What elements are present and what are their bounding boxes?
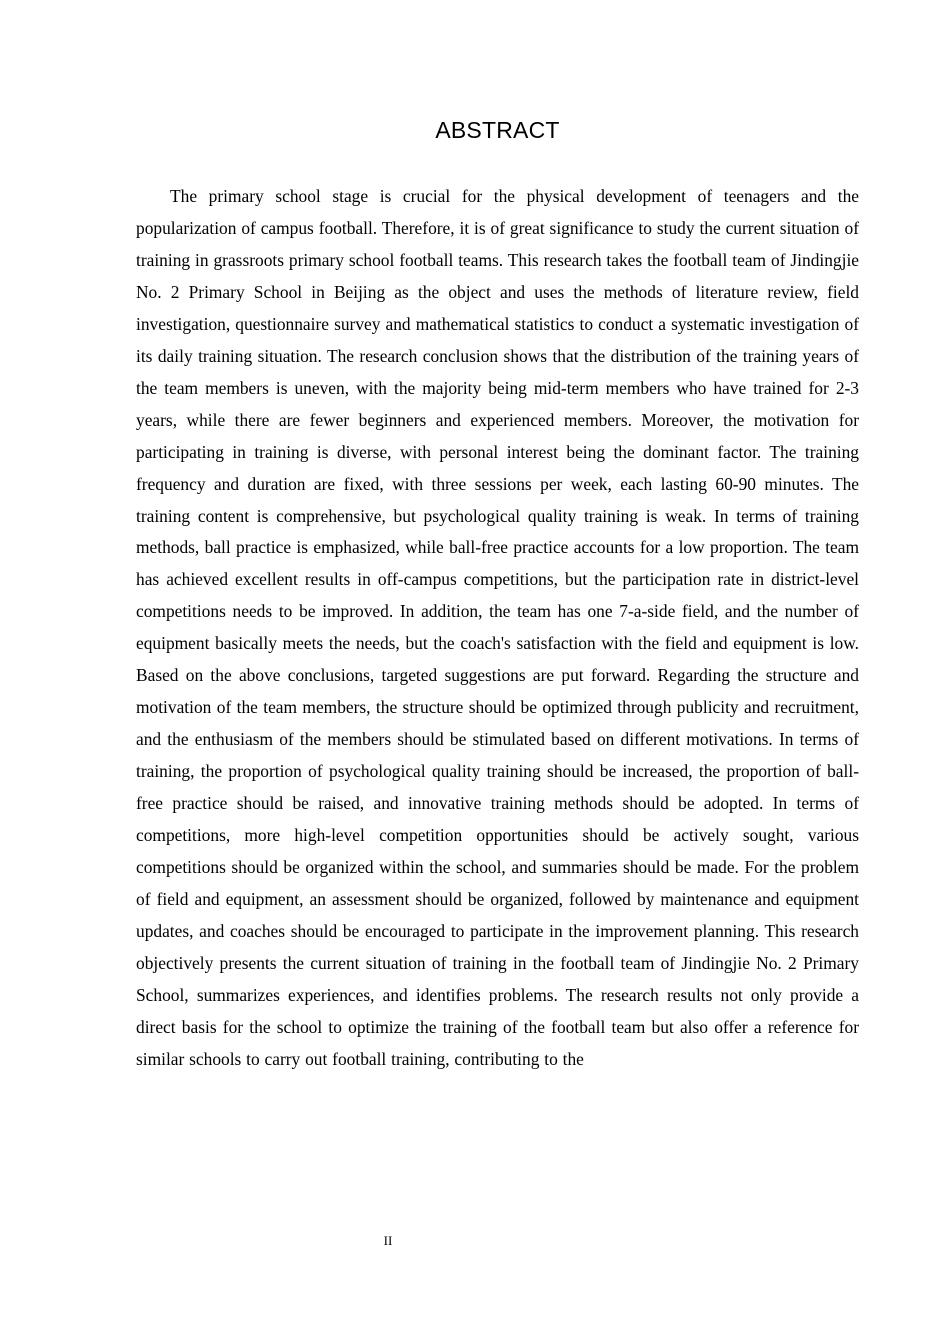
- abstract-title: ABSTRACT: [435, 117, 560, 143]
- page-number: II: [383, 1233, 393, 1248]
- abstract-body: The primary school stage is crucial for the physical development of teenagers and the popularization of campus football. Therefore, it is of great significance to study the current situation of training in grassroots primary school football teams. This research takes the football team of Jindingjie No. 2 Primary School in Beijing as the object and uses the methods of literature review, field investigation, questionnaire survey and mathematical statistics to conduct a systematic investigation of its daily training situation. The research conclusion shows that the distribution of the training years of the team members is uneven, with the majority being mid-term members who have trained for 2-3 years, while there are fewer beginners and experienced members. Moreover, the motivation for participating in training is diverse, with personal interest being the dominant factor. The training frequency and duration are fixed, with three sessions per week, each lasting 60-90 minutes. The training content is comprehensive, but psychological quality training is weak. In terms of training methods, ball practice is emphasized, while ball-free practice accounts for a low proportion. The team has achieved excellent results in off-campus competitions, but the participation rate in district-level competitions needs to be improved. In addition, the team has one 7-a-side field, and the number of equipment basically meets the needs, but the coach's satisfaction with the field and equipment is low. Based on the above conclusions, targeted suggestions are put forward. Regarding the structure and motivation of the team members, the structure should be optimized through publicity and recruitment, and the enthusiasm of the members should be stimulated based on different motivations. In terms of training, the proportion of psychological quality training should be increased, the proportion of ball-free practice should be raised, and innovative training methods should be adopted. In terms of competitions, more high-level competition opportunities should be actively sought, various competitions should be organized within the school, and summaries should be made. For the problem of field and equipment, an assessment should be organized, followed by maintenance and equipment updates, and coaches should be encouraged to participate in the improvement planning. This research objectively presents the current situation of training in the football team of Jindingjie No. 2 Primary School, summarizes experiences, and identifies problems. The research results not only provide a direct basis for the school to optimize the training of the football team but also offer a reference for similar schools to carry out football training, contributing to the: [136, 186, 859, 1069]
